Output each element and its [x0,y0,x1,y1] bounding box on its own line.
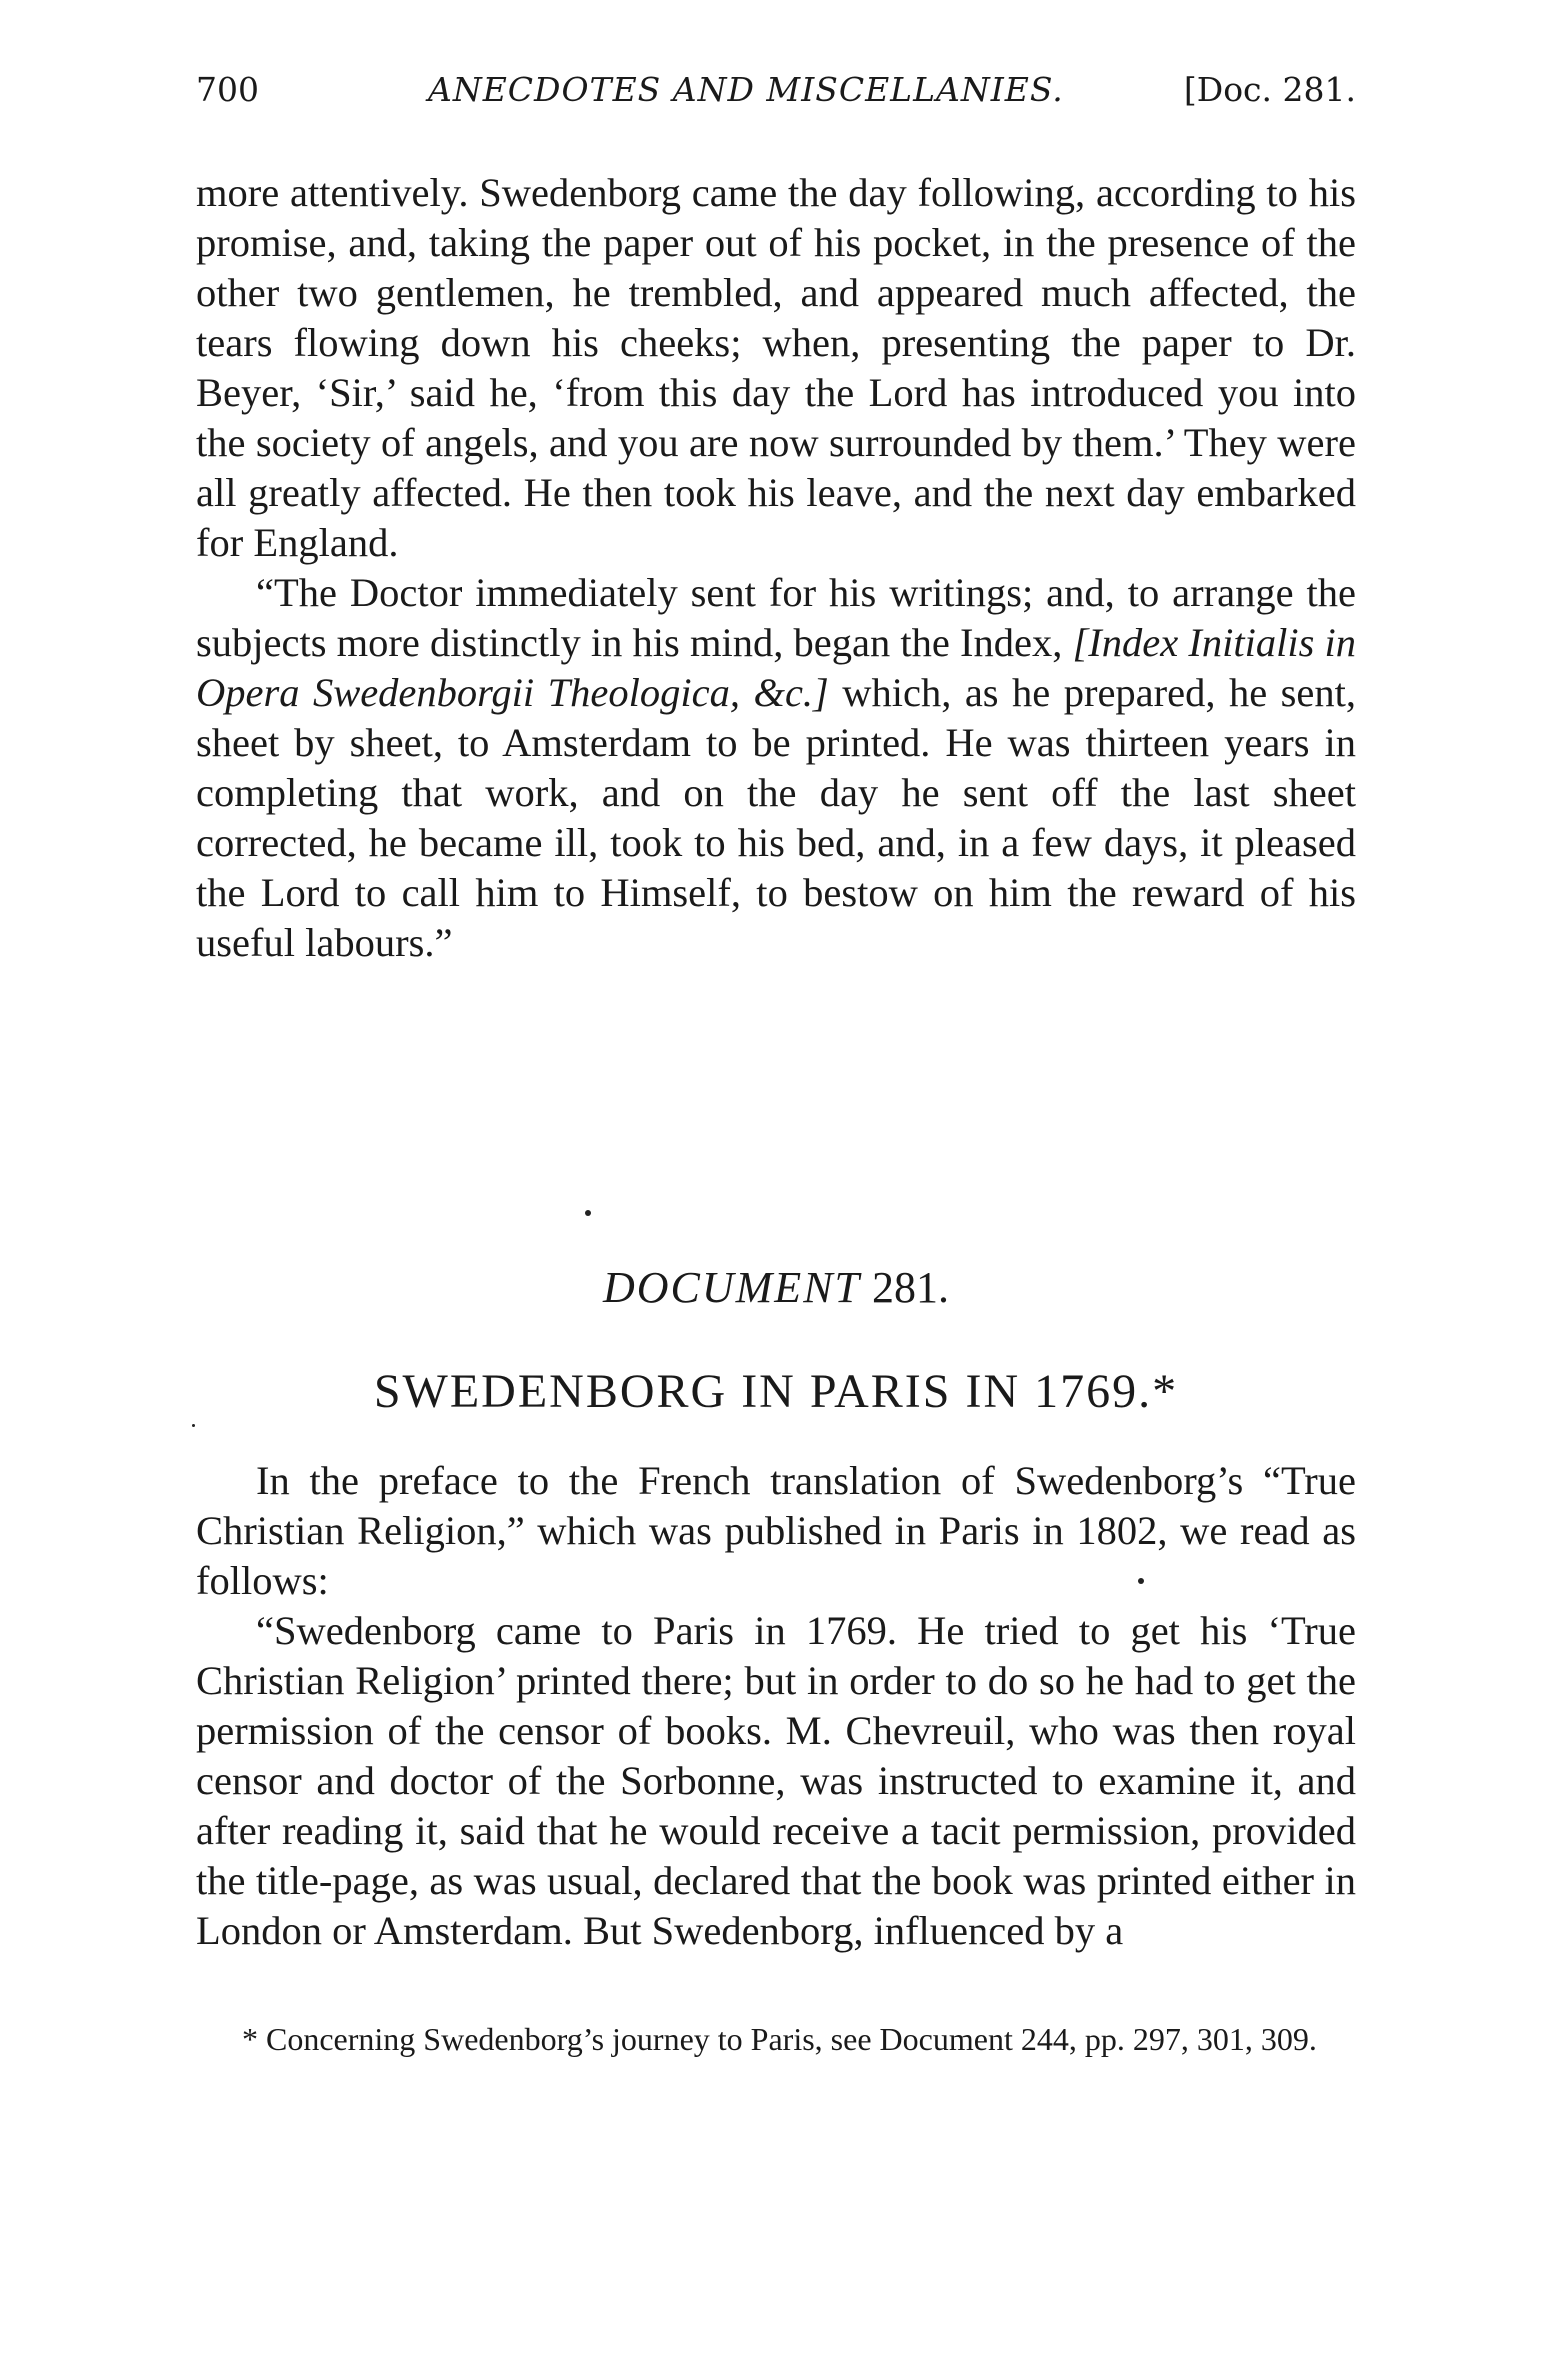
footnote: * Concerning Swedenborg’s journey to Paris, see Document 244, pp. 297, 301, 309. [242,2021,1317,2057]
running-head [196,70,1356,130]
print-speck [585,1210,591,1216]
running-head-title: ANECDOTES AND MISCELLANIES. [428,70,1064,109]
paragraph-text: “The Doctor immediately sent for his writings; and, to arrange the subjects more distinctly in his mind, began the Index, [196,570,1356,665]
print-speck [1138,1578,1144,1584]
continuation-text [196,168,1356,968]
continuation-paragraph: more attentively. Swedenborg came the day following, according to his promise, and, taking the paper out of his pocket, in the presence of the other two gentlemen, he trembled, and appeared much affected, the tears flowing down his cheeks; when, presenting the paper to Dr. Beyer, ‘Sir,’ said he, ‘from this day the Lord has introduced you into the society of angels, and you are now surrounded by them.’ They were all greatly affected. He then took his leave, and the next day embarked for England. [196,170,1356,565]
continuation-paragraph-index [196,568,1356,968]
document-heading-number: 281. [861,1263,950,1312]
document-body [196,1456,1356,1956]
print-speck [192,1424,195,1427]
document-heading-label: DOCUMENT [602,1263,862,1312]
index-title-italic: [Index Initialis in Opera Swedenborgii Theologica, &c.] [196,620,1356,715]
document-title: SWEDENBORG IN PARIS IN 1769.* [373,1365,1179,1418]
document-paragraph: In the preface to the French translation of Swedenborg’s “True Christian Religion,” which was published in Paris in 1802, we read as follows: [196,1458,1356,1603]
running-head-doc-ref: [Doc. 281. [1183,70,1356,109]
page-number: 700 [196,70,259,109]
paragraph-text: which, as he prepared, he sent, sheet by sheet, to Amsterdam to be printed. He was thirteen years in completing that work, and on the day he sent off the last sheet corrected, he became ill, took to his bed, and, in a few days, it pleased the Lord to call him to Himself, to bestow on him the reward of his useful labours.” [196,670,1356,965]
document-heading [196,1262,1356,1313]
document-paragraph: “Swedenborg came to Paris in 1769. He tried to get his ‘True Christian Religion’ printed there; but in order to do so he had to get the permission of the censor of books. M. Chevreuil, who was then royal censor and doctor of the Sorbonne, was instructed to examine it, and after reading it, said that he would receive a tacit permission, provided the title-page, as was usual, declared that the book was printed either in London or Amsterdam. But Swedenborg, influenced by a [196,1608,1356,1953]
